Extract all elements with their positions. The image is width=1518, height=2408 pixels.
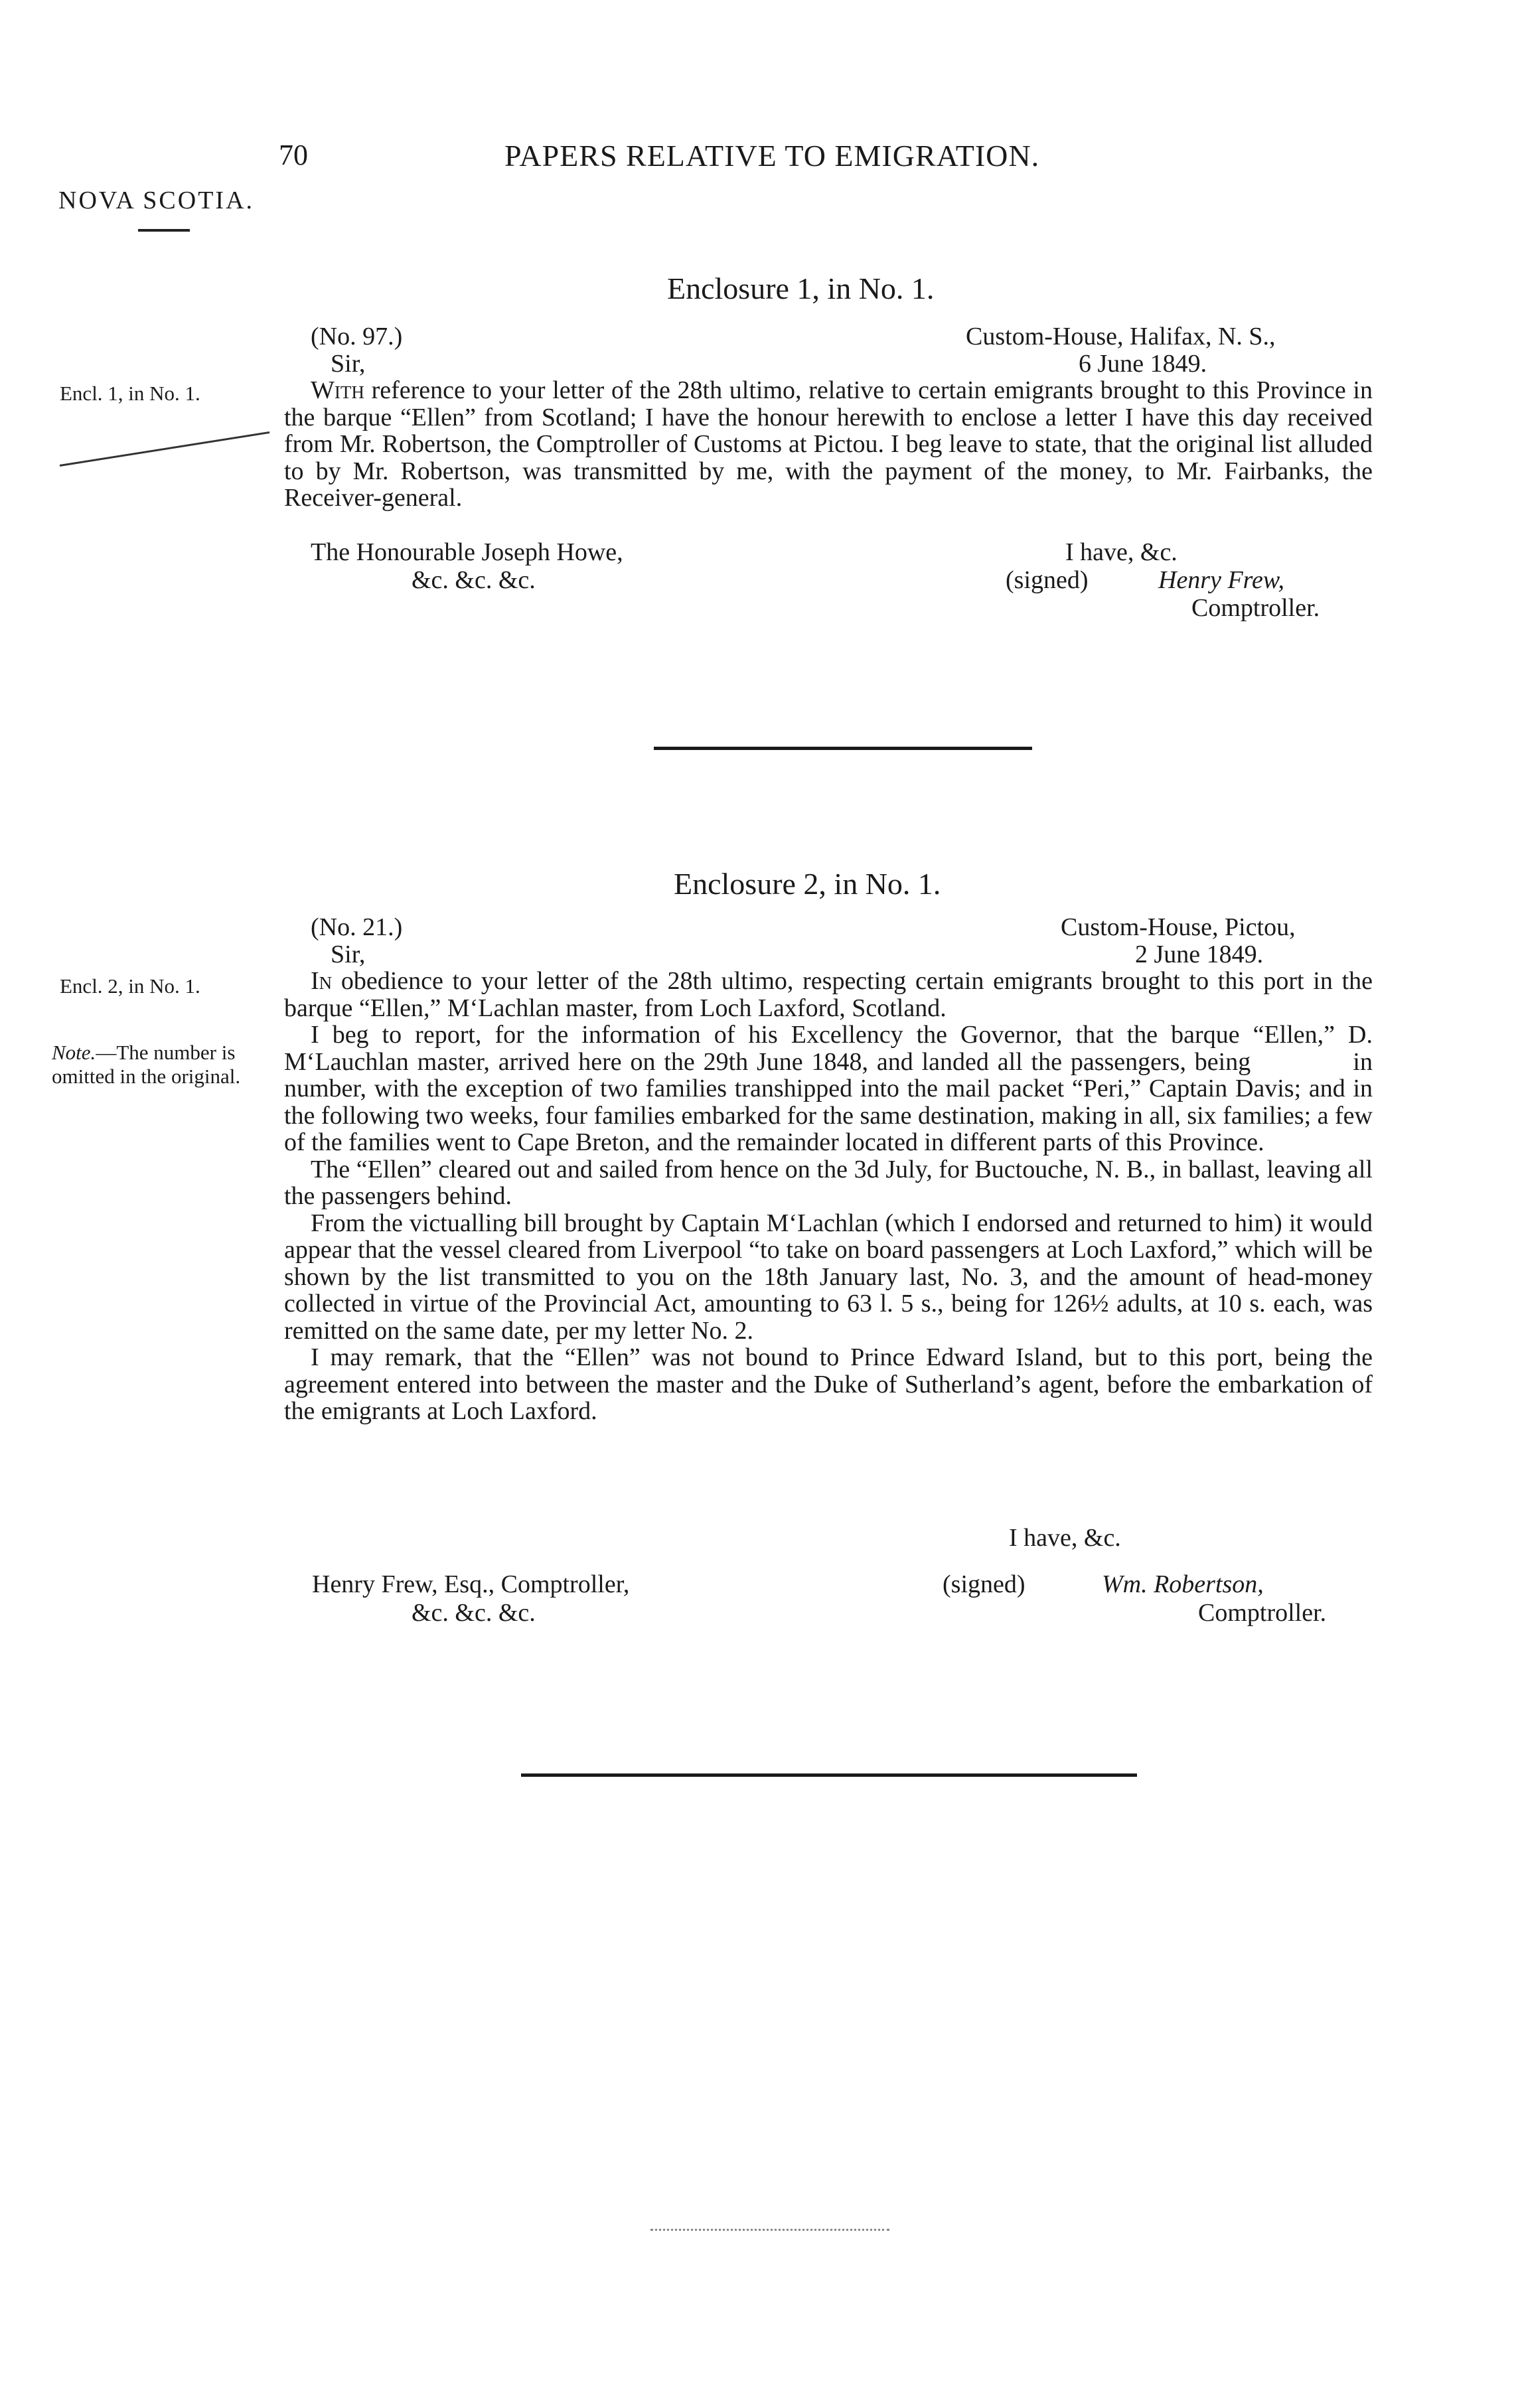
enclosure-2-place: Custom-House, Pictou, — [1061, 913, 1296, 941]
enclosure-1-place: Custom-House, Halifax, N. S., — [966, 323, 1276, 350]
enclosure-2-title: Enclosure 2, in No. 1. — [674, 867, 941, 901]
enclosure-2-margin-label: Encl. 2, in No. 1. — [60, 974, 200, 998]
enclosure-1-title: Enclosure 1, in No. 1. — [667, 271, 935, 305]
enclosure-2-body — [284, 967, 1379, 1425]
paragraph-1: obedience to your letter of the 28th ultimo, respecting certain emigrants brought to this port in the barque “Ellen,” M‘Lachlan master, from Loch Laxford, Scotland. — [284, 967, 1373, 1022]
enclosure-1-addressee: The Honourable Joseph Howe, — [311, 538, 623, 566]
margin-stroke — [60, 431, 270, 467]
enclosure-1-paragraph: reference to your letter of the 28th ultimo, relative to certain emigrants brought to this Province in the barque “Ellen” from Scotland; I have the honour herewith to enclose a letter I have this day received from Mr. Robertson, the Comptroller of Customs at Pictou. I beg leave to state, that the original list alluded to by Mr. Robertson, was transmitted by me, with the payment of the money, to Mr. Fairbanks, the Receiver-general. — [284, 376, 1373, 512]
paragraph-5: I may remark, that the “Ellen” was not bound to Prince Edward Island, but to this port, being the agreement entered into between the master and the Duke of Sutherland’s agent, before the embarkation of the emigrants at Loch Laxford. — [284, 1343, 1373, 1425]
drop-word: In — [311, 967, 333, 995]
colony-underline — [138, 229, 190, 232]
enclosure-2-addressee-etc: &c. &c. &c. — [412, 1599, 536, 1627]
enclosure-2-salutation: Sir, — [331, 941, 366, 968]
enclosure-2-date: 2 June 1849. — [1135, 941, 1264, 968]
enclosure-2-signed: (signed) — [943, 1570, 1025, 1598]
paragraph-3: The “Ellen” cleared out and sailed from hence on the 3d July, for Buctouche, N. B., in ballast, leaving all the passengers behind. — [284, 1155, 1373, 1210]
drop-word: With — [311, 376, 364, 404]
enclosure-2-signatory: Wm. Robertson, — [1102, 1570, 1264, 1598]
end-rule — [521, 1773, 1137, 1777]
enclosure-1-date: 6 June 1849. — [1079, 350, 1207, 378]
section-divider — [654, 747, 1032, 750]
enclosure-1-signed: (signed) — [1006, 566, 1089, 594]
enclosure-1-addressee-etc: &c. &c. &c. — [412, 566, 536, 594]
enclosure-1-body — [284, 377, 1373, 512]
note-text: —The number is omitted in the original. — [52, 1041, 241, 1088]
enclosure-1-number: (No. 97.) — [311, 323, 403, 350]
note-label: Note. — [52, 1041, 96, 1064]
enclosure-2-addressee: Henry Frew, Esq., Comptroller, — [312, 1570, 630, 1598]
enclosure-2-signatory-title: Comptroller. — [1198, 1599, 1327, 1627]
enclosure-2-closing: I have, &c. — [1009, 1524, 1121, 1552]
paragraph-2: I beg to report, for the information of his Excellency the Governor, that the barque “Ellen,” D. M‘Lauchlan master, arrived here on the 29th June 1848, and landed all the passengers, being in number, with the exception of two families transhipped into the mail packet “Peri,” Captain Davis; and in the following two weeks, four families embarked for the same destination, making in all, six families; a few of the families went to Cape Breton, and the remainder located in different parts of this Province. — [284, 1021, 1379, 1156]
margin-note — [52, 1041, 264, 1089]
enclosure-1-margin-label: Encl. 1, in No. 1. — [60, 382, 200, 405]
running-title: PAPERS RELATIVE TO EMIGRATION. — [504, 139, 1040, 173]
paragraph-4: From the victualling bill brought by Captain M‘Lachlan (which I endorsed and returned to him) it would appear that the vessel cleared from Liverpool “to take on board passengers at Loch Laxford,” which will be shown by the list transmitted to you on the 18th January last, No. 3, and the amount of head-money collected in virtue of the Provincial Act, amounting to 63 l. 5 s., being for 126½ adults, at 10 s. each, was remitted on the same date, per my letter No. 2. — [284, 1209, 1373, 1345]
colony-heading: NOVA SCOTIA. — [58, 187, 255, 214]
enclosure-2-number: (No. 21.) — [311, 913, 403, 941]
enclosure-1-salutation: Sir, — [331, 350, 366, 378]
enclosure-1-signatory-title: Comptroller. — [1191, 594, 1320, 622]
enclosure-1-signatory: Henry Frew, — [1158, 566, 1284, 594]
enclosure-1-closing: I have, &c. — [1065, 538, 1177, 566]
page-number: 70 — [279, 139, 308, 171]
printer-dots — [650, 2229, 889, 2231]
